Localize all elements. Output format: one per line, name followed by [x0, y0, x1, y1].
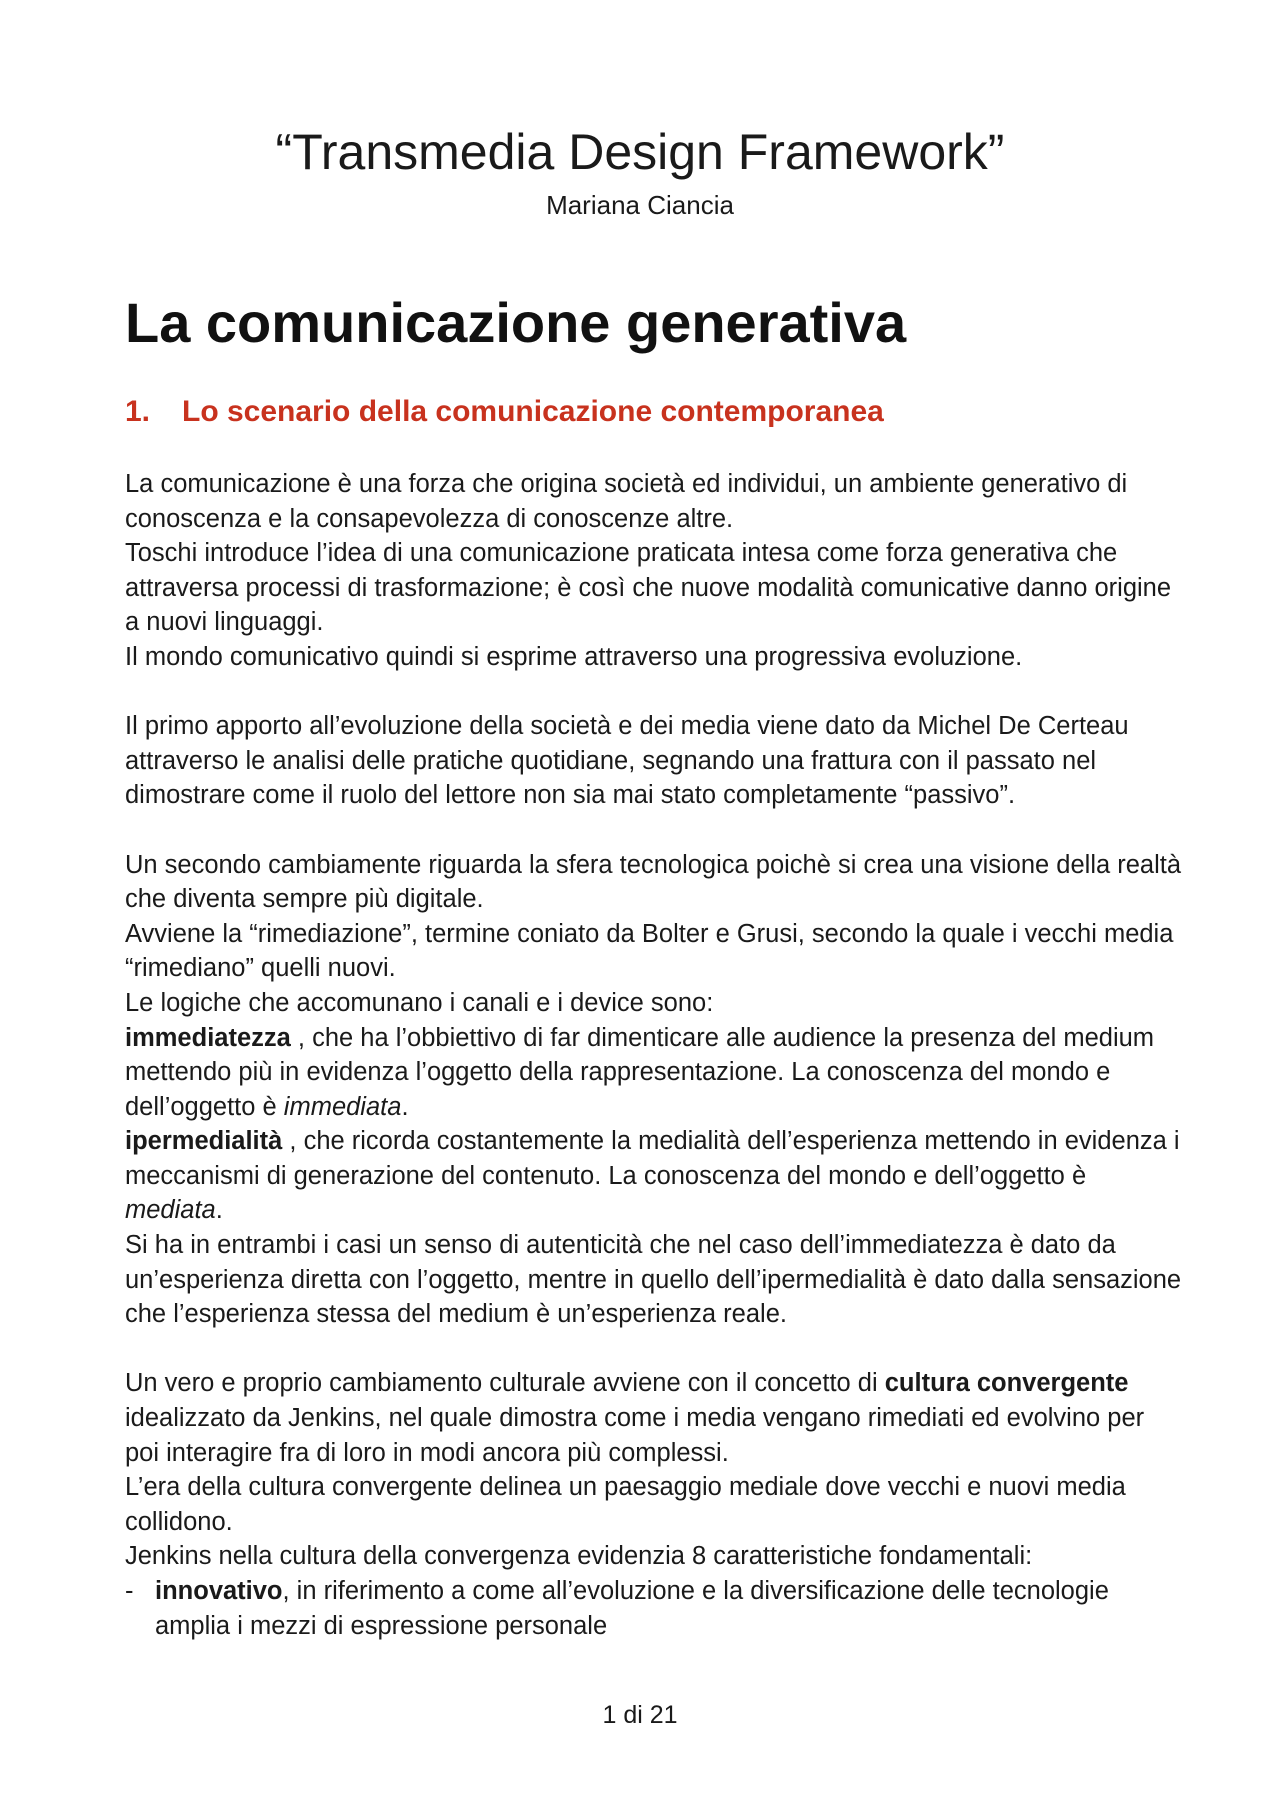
document-author: Mariana Ciancia — [546, 190, 734, 220]
page-number: 1 di 21 — [602, 1701, 678, 1729]
list-item-text — [155, 1574, 1185, 1643]
paragraph-text: , che ricorda costantemente la medialità dell’esperienza mettendo in evidenza i meccanismi di generazione del contenuto. La conoscenza del mondo e dell’oggetto è — [125, 1127, 1180, 1190]
document-title: “Transmedia Design Framework” — [275, 124, 1005, 180]
paragraph-text: , in riferimento a come all’evoluzione e la diversificazione delle tecnologie amplia i mezzi di espressione personale — [155, 1577, 1109, 1640]
term-italic: immediata — [283, 1092, 402, 1121]
paragraph: Un secondo cambiamente riguarda la sfera tecnologica poichè si crea una visione della realtà che diventa sempre più digitale. — [125, 850, 1182, 914]
paragraph-spacer — [125, 1332, 1185, 1367]
term-italic: mediata — [125, 1196, 216, 1225]
term-bold: cultura convergente — [884, 1369, 1129, 1398]
paragraph: L’era della cultura convergente delinea un paesaggio mediale dove vecchi e nuovi media collidono. — [125, 1473, 1126, 1536]
paragraph-spacer — [125, 675, 1185, 710]
bullet-dash: - — [125, 1577, 134, 1605]
term-bold: ipermedialità — [125, 1127, 283, 1156]
paragraph: Jenkins nella cultura della convergenza evidenzia 8 caratteristiche fondamentali: — [125, 1542, 1033, 1571]
paragraph: Toschi introduce l’idea di una comunicazione praticata intesa come forza generativa che attraversa processi di trasformazione; è così che nuove modalità comunicative danno origine a nuovi linguaggi. — [125, 539, 1172, 637]
paragraph: Il mondo comunicativo quindi si esprime attraverso una progressiva evoluzione. — [125, 642, 1023, 671]
paragraph: La comunicazione è una forza che origina società ed individui, un ambiente generativo di conoscenza e la consapevolezza di conoscenze altre. — [125, 470, 1128, 533]
paragraph-text: Un vero e proprio cambiamento culturale avviene con il concetto di — [125, 1369, 885, 1398]
term-bold: innovativo — [155, 1577, 283, 1605]
paragraph — [125, 1366, 1185, 1470]
document-body — [125, 467, 1185, 1643]
paragraph: Avviene la “rimediazione”, termine coniato da Bolter e Grusi, secondo la quale i vecchi media “rimediano” quelli nuovi. — [125, 919, 1174, 983]
paragraph-text: . — [401, 1092, 409, 1121]
paragraph: Il primo apporto all’evoluzione della società e dei media viene dato da Michel De Certeau attraverso le analisi delle pratiche quotidiane, segnando una frattura con il passato nel dimostrare come il ruolo del lettore non sia mai stato completamente “passivo”. — [125, 712, 1129, 810]
section-heading — [125, 392, 884, 432]
paragraph-text: , che ha l’obbiettivo di far dimenticare alle audience la presenza del medium mettendo più in evidenza l’oggetto della rappresentazione. La conoscenza del mondo e dell’oggetto è — [125, 1023, 1155, 1121]
paragraph-spacer — [125, 813, 1185, 848]
term-bold: immediatezza — [125, 1023, 291, 1052]
paragraph-text: idealizzato da Jenkins, nel quale dimostra come i media vengano rimediati ed evolvino per poi interagire fra di loro in modi ancora più complessi. — [125, 1404, 1145, 1467]
paragraph: Le logiche che accomunano i canali e i device sono: — [125, 988, 714, 1017]
paragraph — [125, 1124, 1185, 1228]
paragraph — [125, 1021, 1185, 1125]
section-title: Lo scenario della comunicazione contemporanea — [182, 395, 884, 428]
section-number: 1. — [125, 395, 151, 428]
paragraph: Si ha in entrambi i casi un senso di autenticità che nel caso dell’immediatezza è dato da un’esperienza diretta con l’oggetto, mentre in quello dell’ipermedialità è dato dalla sensazione che l’esperienza stessa del medium è un’esperienza reale. — [125, 1231, 1182, 1329]
chapter-title: La comunicazione generativa — [125, 291, 907, 354]
paragraph-text: . — [215, 1196, 223, 1225]
list-item — [125, 1574, 1185, 1643]
